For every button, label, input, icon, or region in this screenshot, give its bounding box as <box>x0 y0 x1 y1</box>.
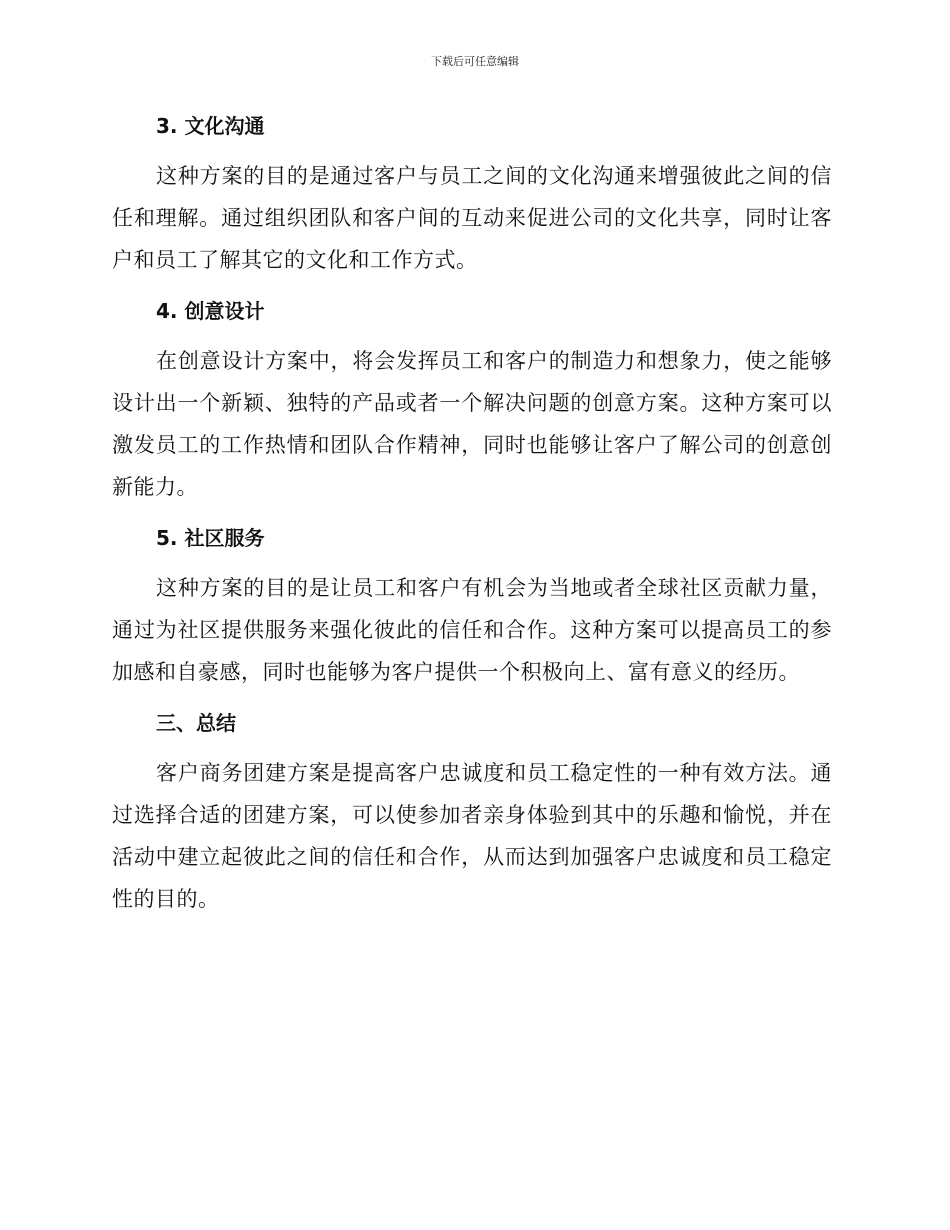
page-header-note: 下载后可任意编辑 <box>431 55 519 68</box>
paragraph-cultural-communication: 这种方案的目的是通过客户与员工之间的文化沟通来增强彼此之间的信任和理解。通过组织团队和客户间的互动来促进公司的文化共享，同时让客户和员工了解其它的文化和工作方式。 <box>112 164 832 272</box>
paragraph-summary: 客户商务团建方案是提高客户忠诚度和员工稳定性的一种有效方法。通过选择合适的团建方案，可以使参加者亲身体验到其中的乐趣和愉悦，并在活动中建立起彼此之间的信任和合作，从而达到加强客户忠诚度和员工稳定性的目的。 <box>112 761 832 911</box>
paragraph-creative-design: 在创意设计方案中，将会发挥员工和客户的制造力和想象力，使之能够设计出一个新颖、独特的产品或者一个解决问题的创意方案。这种方案可以激发员工的工作热情和团队合作精神，同时也能够让客户了解公司的创意创新能力。 <box>112 349 832 499</box>
section-heading-cultural-communication: 3. 文化沟通 <box>156 114 265 138</box>
section-heading-community-service: 5. 社区服务 <box>156 526 265 550</box>
section-heading-creative-design: 4. 创意设计 <box>156 299 265 323</box>
paragraph-community-service: 这种方案的目的是让员工和客户有机会为当地或者全球社区贡献力量，通过为社区提供服务来强化彼此的信任和合作。这种方案可以提高员工的参加感和自豪感，同时也能够为客户提供一个积极向上、富有意义的经历。 <box>112 576 832 684</box>
document-body <box>112 108 832 920</box>
section-heading-summary: 三、总结 <box>156 711 236 735</box>
